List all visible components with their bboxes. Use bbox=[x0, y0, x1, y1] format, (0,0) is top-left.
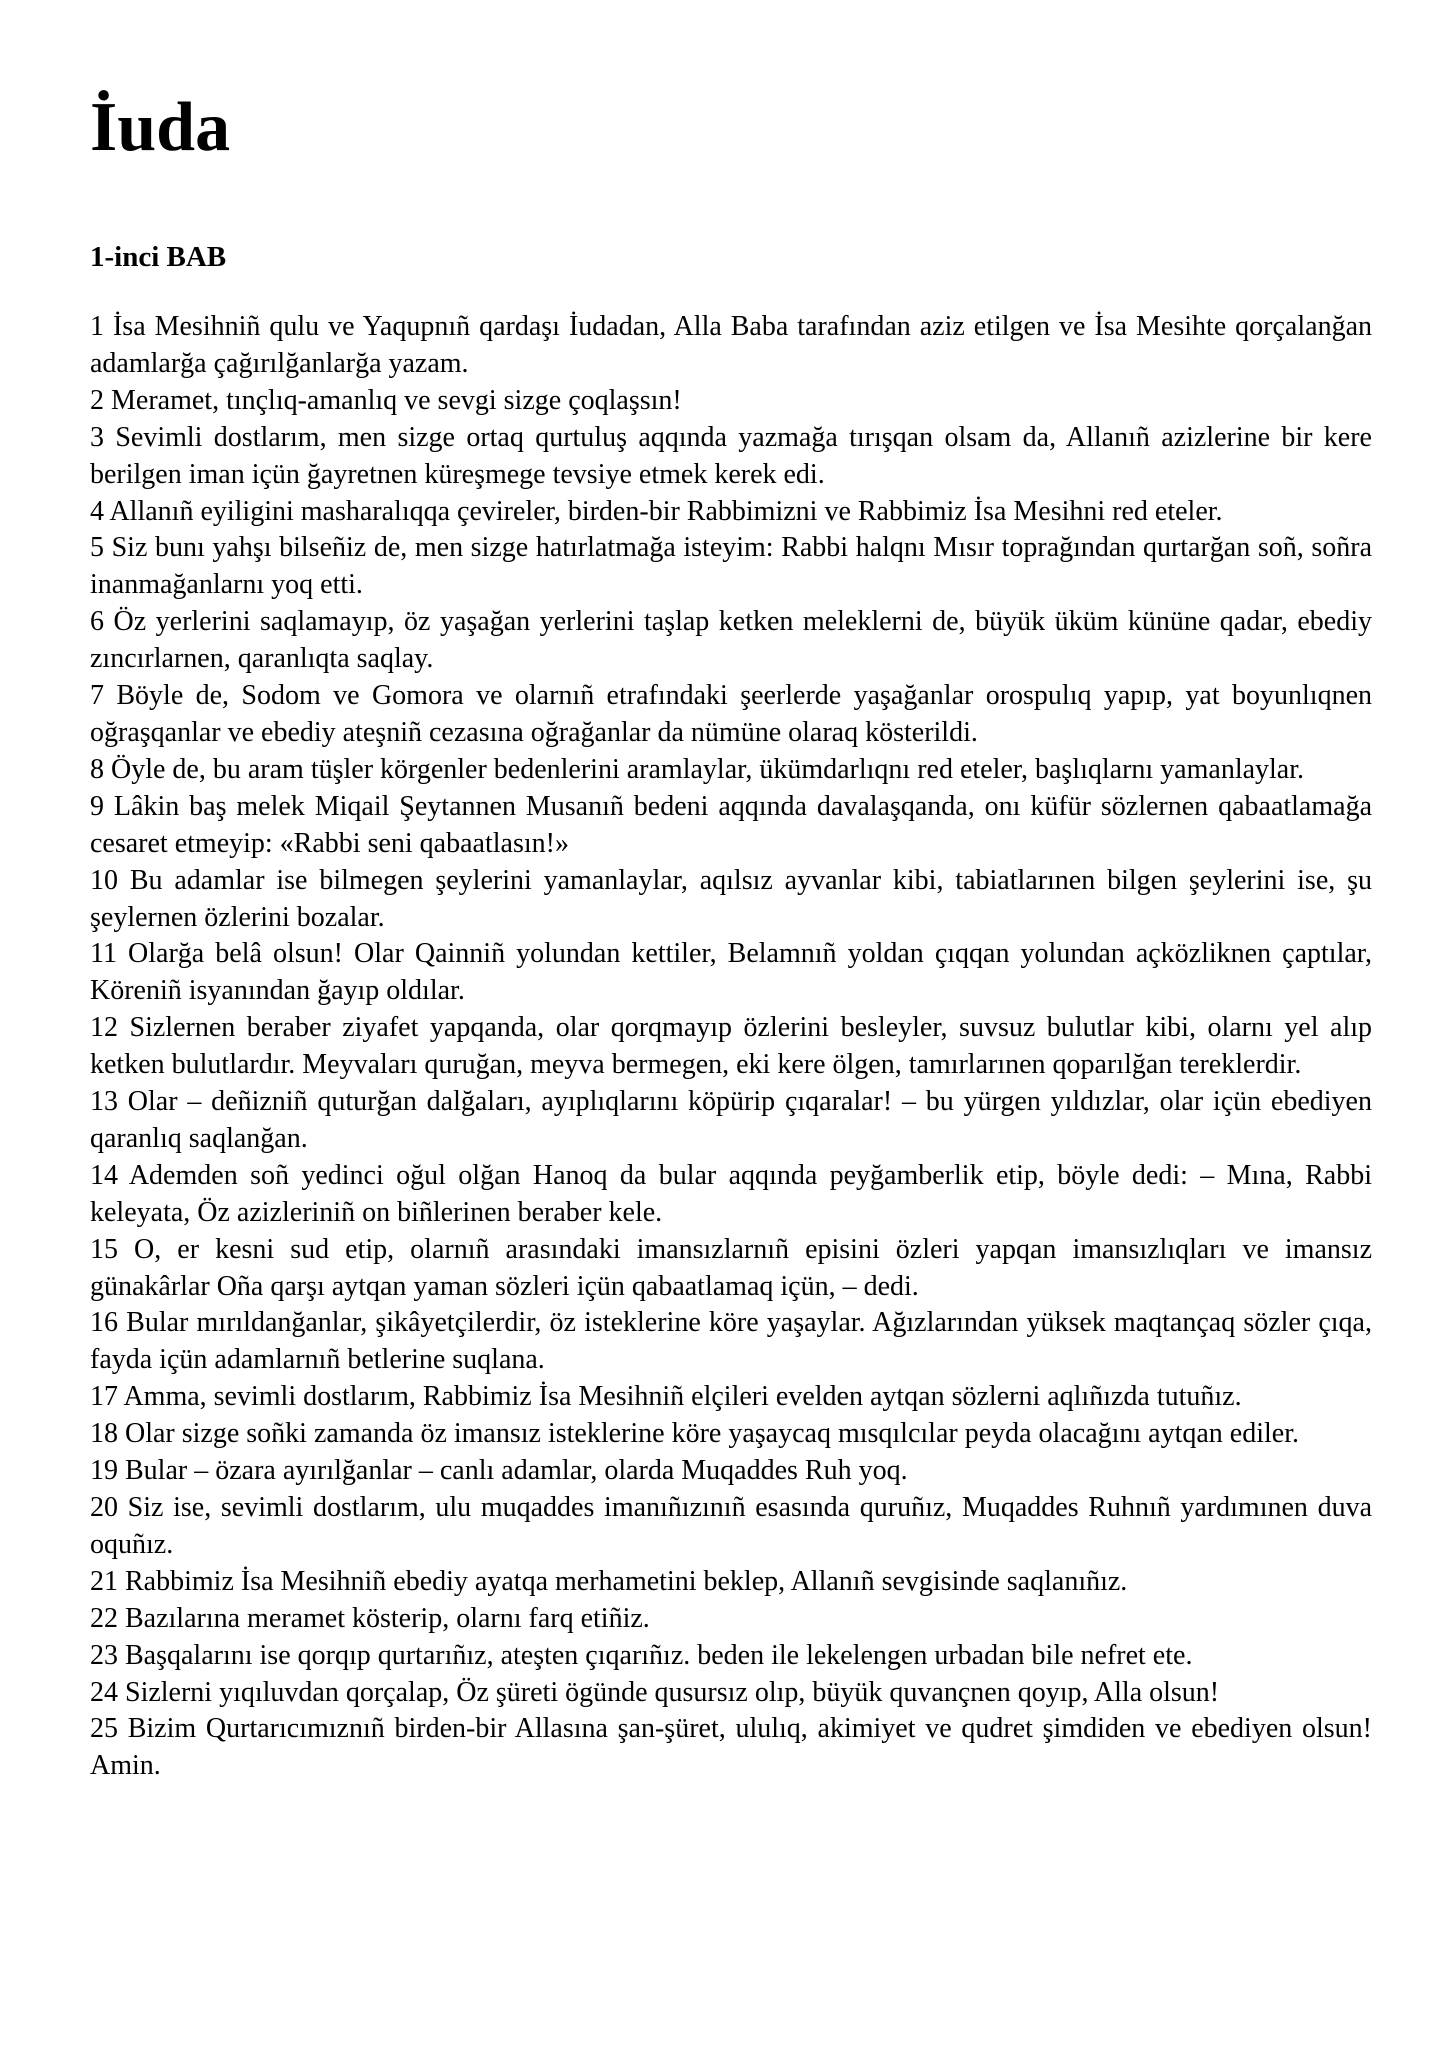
verse-15: 15 O, er kesni sud etip, olarnıñ arasındaki imansızlarnıñ episini özleri yapqan imansızlıqları ve imansız günakârlar Oña qarşı aytqan yaman sözleri içün qabaatlamaq içün, – dedi. bbox=[90, 1233, 1372, 1302]
verse-5: 5 Siz bunı yahşı bilseñiz de, men sizge hatırlatmağa isteyim: Rabbi halqnı Mısır toprağından qurtarğan soñ, soñra inanmağanlarnı yoq etti. bbox=[90, 532, 1372, 601]
verse-6: 6 Öz yerlerini saqlamayıp, öz yaşağan yerlerini taşlap ketken meleklerni de, büyük üküm kününe qadar, ebediy zıncırlarnen, qaranlıqta saqlay. bbox=[90, 606, 1372, 675]
verse-17: 17 Amma, sevimli dostlarım, Rabbimiz İsa Mesihniñ elçileri evelden aytqan sözlerni aqlıñızda tutuñız. bbox=[90, 1381, 1242, 1413]
verse-23: 23 Başqalarını ise qorqıp qurtarıñız, ateşten çıqarıñız. beden ile lekelengen urbadan bile nefret ete. bbox=[90, 1639, 1193, 1671]
verse-2: 2 Meramet, tınçlıq-amanlıq ve sevgi sizge çoqlaşsın! bbox=[90, 384, 682, 416]
verse-21: 21 Rabbimiz İsa Mesihniñ ebediy ayatqa merhametini beklep, Allanıñ sevgisinde saqlanıñız. bbox=[90, 1565, 1128, 1597]
verse-4: 4 Allanıñ eyiligini masharalıqqa çevireler, birden-bir Rabbimizni ve Rabbimiz İsa Mesihni red eteler. bbox=[90, 495, 1223, 527]
verse-12: 12 Sizlernen beraber ziyafet yapqanda, olar qorqmayıp özlerini besleyler, suvsuz bulutlar kibi, olarnı yel alıp ketken bulutlardır. Meyvaları quruğan, meyva bermegen, eki kere ölgen, tamırlarınen qoparılğan tereklerdir. bbox=[90, 1012, 1372, 1081]
verse-19: 19 Bular – özara ayırılğanlar – canlı adamlar, olarda Muqaddes Ruh yoq. bbox=[90, 1455, 908, 1487]
verse-22: 22 Bazılarına meramet kösterip, olarnı farq etiñiz. bbox=[90, 1602, 650, 1634]
verse-24: 24 Sizlerni yıqıluvdan qorçalap, Öz şüreti ögünde qusursız olıp, büyük quvançnen qoyıp, Alla olsun! bbox=[90, 1676, 1220, 1708]
verse-16: 16 Bular mırıldanğanlar, şikâyetçilerdir, öz isteklerine köre yaşaylar. Ağızlarından yüksek maqtançaq sözler çıqa, fayda içün adamlarnıñ betlerine suqlana. bbox=[90, 1307, 1372, 1376]
verse-3: 3 Sevimli dostlarım, men sizge ortaq qurtuluş aqqında yazmağa tırışqan olsam da, Allanıñ azizlerine bir kere berilgen iman içün ğayretnen küreşmege tevsiye etmek kerek edi. bbox=[90, 421, 1372, 490]
verse-13: 13 Olar – deñizniñ quturğan dalğaları, ayıplıqlarını köpürip çıqaralar! – bu yürgen yıldızlar, olar içün ebediyen qaranlıq saqlanğan. bbox=[90, 1086, 1372, 1154]
verse-7: 7 Böyle de, Sodom ve Gomora ve olarnıñ etrafındaki şeerlerde yaşağanlar orospulıq yapıp, yat boyunlıqnen oğraşqanlar ve ebediy ateşniñ cezasına oğrağanlar da nümüne olaraq kösterildi. bbox=[90, 680, 1372, 748]
document-title: İuda bbox=[90, 89, 231, 166]
verse-9: 9 Lâkin baş melek Miqail Şeytannen Musanıñ bedeni aqqında davalaşqanda, onı küfür sözlernen qabaatlamağa cesaret etmeyip: «Rabbi seni qabaatlasın!» bbox=[90, 790, 1372, 859]
verse-8: 8 Öyle de, bu aram tüşler körgenler bedenlerini aramlaylar, ükümdarlıqnı red eteler, başlıqlarnı yamanlaylar. bbox=[90, 753, 1305, 785]
verse-10: 10 Bu adamlar ise bilmegen şeylerini yamanlaylar, aqılsız ayvanlar kibi, tabiatlarınen bilgen şeylerini ise, şu şeylernen özlerini bozalar. bbox=[90, 864, 1372, 933]
verse-18: 18 Olar sizge soñki zamanda öz imansız isteklerine köre yaşaycaq mısqılcılar peyda olacağını aytqan ediler. bbox=[90, 1418, 1300, 1450]
verse-14: 14 Ademden soñ yedinci oğul olğan Hanoq da bular aqqında peyğamberlik etip, böyle dedi: – Mına, Rabbi keleyata, Öz azizleriniñ on biñlerinen beraber kele. bbox=[90, 1159, 1372, 1228]
verse-20: 20 Siz ise, sevimli dostlarım, ulu muqaddes imanıñızınıñ esasında quruñız, Muqaddes Ruhnıñ yardımınen duva oquñız. bbox=[90, 1492, 1372, 1560]
chapter-heading: 1-inci BAB bbox=[90, 241, 227, 273]
verse-25: 25 Bizim Qurtarıcımıznıñ birden-bir Allasına şan-şüret, ululıq, akimiyet ve qudret şimdiden ve ebediyen olsun! Amin. bbox=[90, 1713, 1372, 1782]
verse-list bbox=[90, 309, 1372, 1785]
verse-11: 11 Olarğa belâ olsun! Olar Qainniñ yolundan kettiler, Belamnıñ yoldan çıqqan yolundan açközliknen çaptılar, Köreniñ isyanından ğayıp oldılar. bbox=[90, 938, 1372, 1007]
verse-1: 1 İsa Mesihniñ qulu ve Yaqupnıñ qardaşı İudadan, Alla Baba tarafından aziz etilgen ve İsa Mesihte qorçalanğan adamlarğa çağırılğanlarğa yazam. bbox=[90, 311, 1372, 379]
